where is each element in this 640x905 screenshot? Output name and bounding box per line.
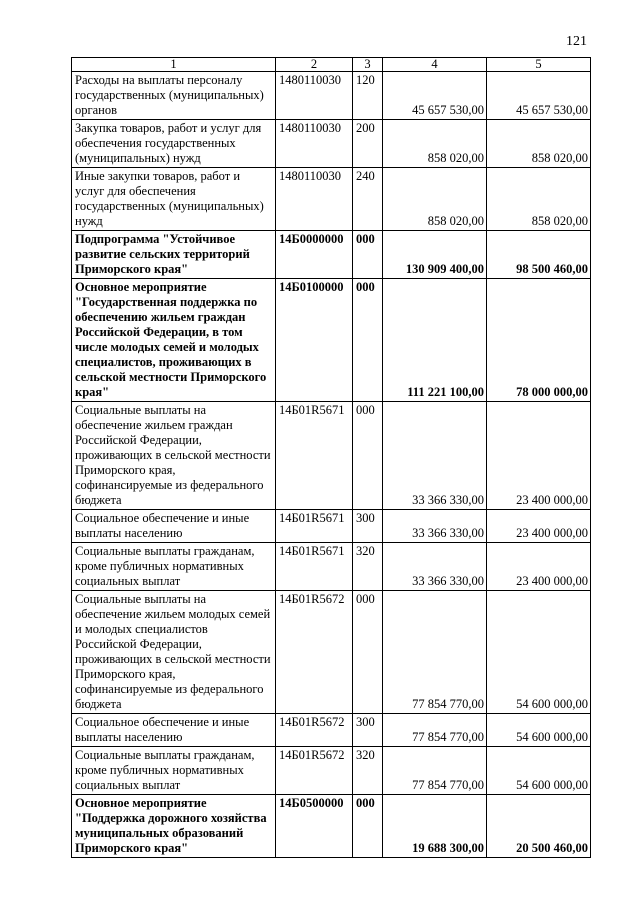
row-value-col5-cell: 54 600 000,00 [487, 591, 591, 714]
row-name-cell: Социальные выплаты на обеспечение жильем граждан Российской Федерации, проживающих в сельской местности Приморского края, софинансируемые из федерального бюджета [72, 402, 276, 510]
table-row [72, 279, 591, 402]
row-value-col4-cell: 858 020,00 [383, 168, 487, 231]
row-code-cell: 14Б01R5671 [276, 402, 353, 510]
table-row [72, 714, 591, 747]
row-value-col5-cell: 54 600 000,00 [487, 747, 591, 795]
row-value-col4-cell: 45 657 530,00 [383, 72, 487, 120]
header-col-5: 5 [487, 58, 591, 72]
row-type-cell: 120 [353, 72, 383, 120]
table-row [72, 591, 591, 714]
row-value-col4-cell: 33 366 330,00 [383, 402, 487, 510]
row-value-col4-cell: 111 221 100,00 [383, 279, 487, 402]
row-value-col4-cell: 33 366 330,00 [383, 510, 487, 543]
row-type-cell: 200 [353, 120, 383, 168]
row-name-cell: Основное мероприятие "Государственная поддержка по обеспечению жильем граждан Российской Федерации, в том числе молодых семей и молодых специалистов, проживающих в сельской местности Приморского края" [72, 279, 276, 402]
row-type-cell: 000 [353, 591, 383, 714]
row-value-col4-cell: 858 020,00 [383, 120, 487, 168]
row-value-col4-cell: 33 366 330,00 [383, 543, 487, 591]
row-name-cell: Социальное обеспечение и иные выплаты населению [72, 714, 276, 747]
header-col-1: 1 [72, 58, 276, 72]
table-row [72, 231, 591, 279]
row-code-cell: 14Б01R5672 [276, 747, 353, 795]
table-row [72, 120, 591, 168]
row-code-cell: 14Б01R5672 [276, 714, 353, 747]
row-value-col4-cell: 130 909 400,00 [383, 231, 487, 279]
row-value-col5-cell: 858 020,00 [487, 168, 591, 231]
row-value-col5-cell: 858 020,00 [487, 120, 591, 168]
table-row [72, 510, 591, 543]
row-code-cell: 14Б0100000 [276, 279, 353, 402]
row-value-col5-cell: 23 400 000,00 [487, 543, 591, 591]
table-row [72, 795, 591, 858]
row-value-col5-cell: 78 000 000,00 [487, 279, 591, 402]
row-value-col5-cell: 54 600 000,00 [487, 714, 591, 747]
header-col-3: 3 [353, 58, 383, 72]
header-col-4: 4 [383, 58, 487, 72]
table-row [72, 402, 591, 510]
row-type-cell: 000 [353, 279, 383, 402]
row-name-cell: Социальные выплаты гражданам, кроме публичных нормативных социальных выплат [72, 747, 276, 795]
budget-table [71, 57, 591, 858]
row-value-col4-cell: 77 854 770,00 [383, 747, 487, 795]
row-name-cell: Социальные выплаты на обеспечение жильем молодых семей и молодых специалистов Российской Федерации, проживающих в сельской местности Приморского края, софинансируемые из федерального бюджета [72, 591, 276, 714]
row-code-cell: 14Б01R5672 [276, 591, 353, 714]
row-value-col5-cell: 45 657 530,00 [487, 72, 591, 120]
row-name-cell: Социальные выплаты гражданам, кроме публичных нормативных социальных выплат [72, 543, 276, 591]
row-name-cell: Подпрограмма "Устойчивое развитие сельских территорий Приморского края" [72, 231, 276, 279]
header-col-2: 2 [276, 58, 353, 72]
table-row [72, 747, 591, 795]
row-type-cell: 240 [353, 168, 383, 231]
row-name-cell: Закупка товаров, работ и услуг для обеспечения государственных (муниципальных) нужд [72, 120, 276, 168]
table-header-row [72, 58, 591, 72]
row-value-col4-cell: 19 688 300,00 [383, 795, 487, 858]
row-code-cell: 14Б01R5671 [276, 510, 353, 543]
row-value-col5-cell: 23 400 000,00 [487, 510, 591, 543]
row-type-cell: 000 [353, 402, 383, 510]
row-code-cell: 14Б01R5671 [276, 543, 353, 591]
row-value-col5-cell: 23 400 000,00 [487, 402, 591, 510]
row-name-cell: Основное мероприятие "Поддержка дорожного хозяйства муниципальных образований Приморского края" [72, 795, 276, 858]
row-type-cell: 000 [353, 795, 383, 858]
table-row [72, 168, 591, 231]
row-code-cell: 1480110030 [276, 72, 353, 120]
page-number: 121 [566, 34, 587, 49]
row-value-col5-cell: 20 500 460,00 [487, 795, 591, 858]
row-type-cell: 000 [353, 231, 383, 279]
row-code-cell: 1480110030 [276, 120, 353, 168]
row-type-cell: 300 [353, 510, 383, 543]
row-type-cell: 320 [353, 543, 383, 591]
row-name-cell: Социальное обеспечение и иные выплаты населению [72, 510, 276, 543]
row-value-col5-cell: 98 500 460,00 [487, 231, 591, 279]
row-type-cell: 300 [353, 714, 383, 747]
row-name-cell: Расходы на выплаты персоналу государственных (муниципальных) органов [72, 72, 276, 120]
row-value-col4-cell: 77 854 770,00 [383, 591, 487, 714]
row-name-cell: Иные закупки товаров, работ и услуг для обеспечения государственных (муниципальных) нужд [72, 168, 276, 231]
table-row [72, 72, 591, 120]
row-code-cell: 14Б0500000 [276, 795, 353, 858]
table-row [72, 543, 591, 591]
row-type-cell: 320 [353, 747, 383, 795]
row-value-col4-cell: 77 854 770,00 [383, 714, 487, 747]
row-code-cell: 1480110030 [276, 168, 353, 231]
row-code-cell: 14Б0000000 [276, 231, 353, 279]
